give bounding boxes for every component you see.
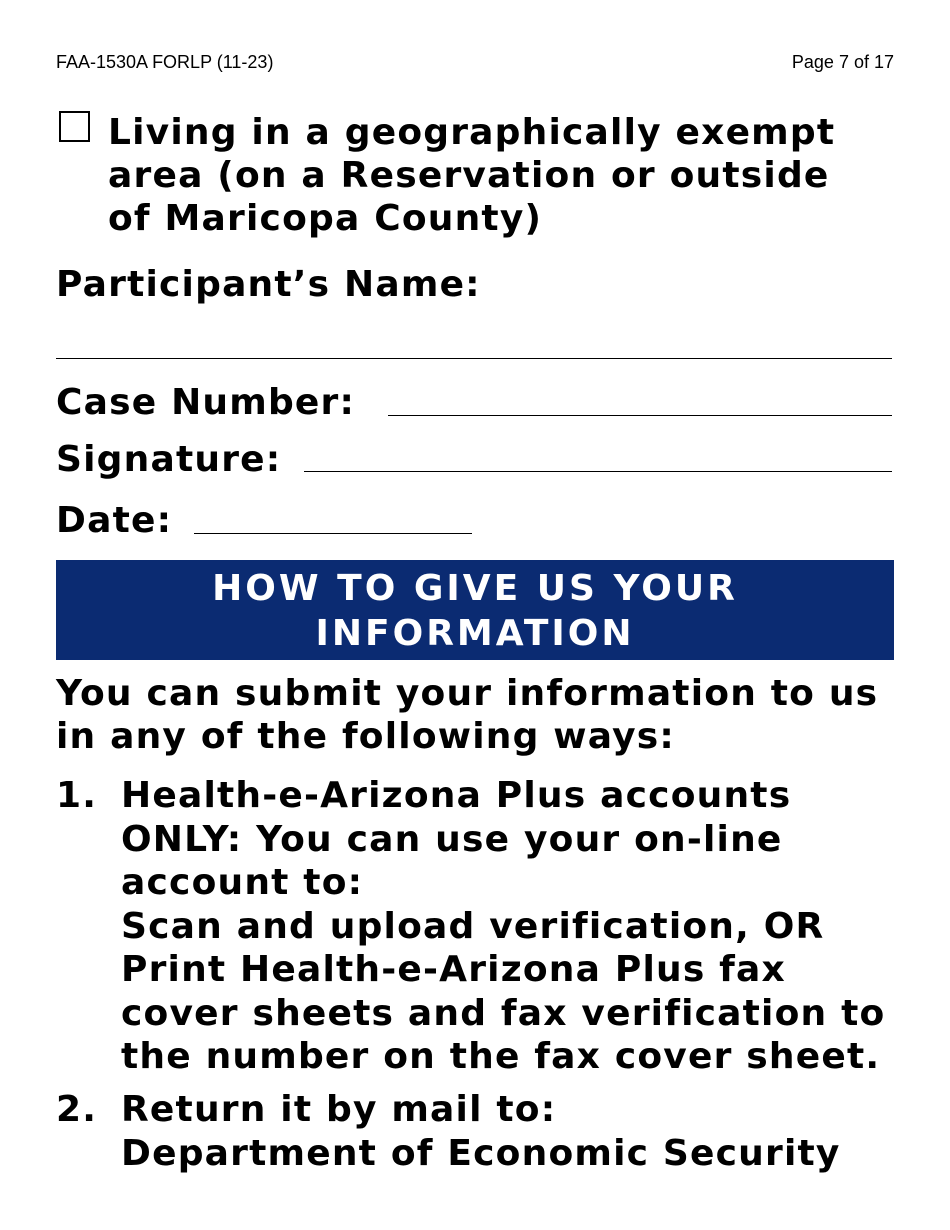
banner-line: HOW TO GIVE US YOUR [212,568,738,609]
list-item-line: Health-e-Arizona Plus accounts [121,775,792,816]
form-id: FAA-1530A FORLP (11-23) [56,52,274,72]
list-item-line: ONLY: You can use your on-line [121,818,783,860]
banner-line: INFORMATION [315,613,635,654]
page-number: Page 7 of 17 [791,52,894,72]
list-item-number: 1. [56,775,98,816]
exempt-label [108,111,928,240]
exempt-label-line: area (on a Reservation or outside [108,155,830,196]
signature-label: Signature: [56,439,282,480]
list-item-line: Department of Economic Security [121,1132,841,1174]
case-number-label: Case Number: [56,382,356,423]
list-item-line: Return it by mail to: [121,1089,557,1130]
intro-line: in any of the following ways: [56,716,676,757]
exempt-label-line: of Maricopa County) [108,198,543,239]
signature-field[interactable] [304,471,892,472]
list-item-number: 2. [56,1089,98,1130]
list-item-line: Scan and upload verification, OR [121,905,825,947]
exempt-label-line: Living in a geographically exempt [108,112,836,153]
intro-text [56,672,936,758]
list-item-line: account to: [121,862,364,903]
participant-name-label: Participant’s Name: [56,264,481,305]
participant-name-field[interactable] [56,358,892,359]
date-field[interactable] [194,533,472,534]
date-label: Date: [56,500,173,541]
list-item-line: cover sheets and fax verification to [121,992,886,1034]
exempt-checkbox[interactable] [59,111,90,142]
case-number-field[interactable] [388,415,892,416]
intro-line: You can submit your information to us [56,673,879,714]
list-item-line: the number on the fax cover sheet. [121,1036,881,1077]
section-banner [56,560,894,660]
list-item-line: Print Health-e-Arizona Plus fax [121,949,786,990]
